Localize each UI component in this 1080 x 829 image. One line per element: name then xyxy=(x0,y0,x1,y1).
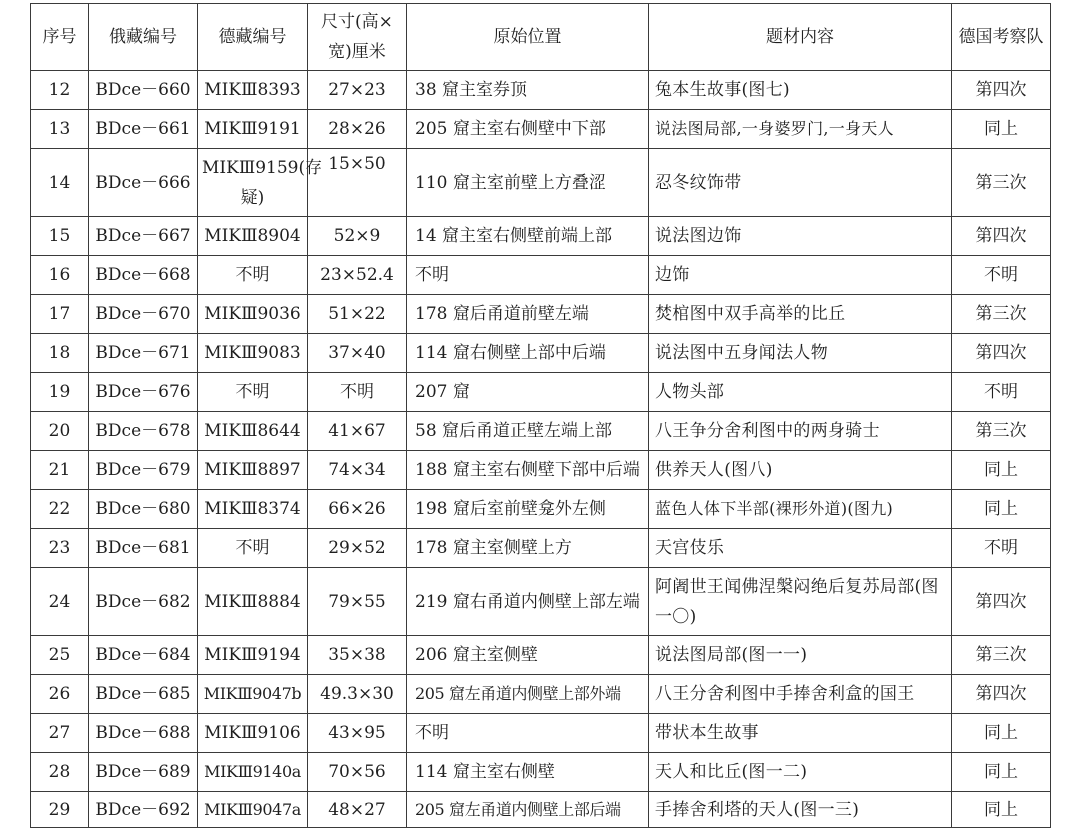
cell-index: 16 xyxy=(31,256,89,295)
cell-german-id: 不明 xyxy=(198,373,308,412)
cell-expedition: 同上 xyxy=(952,714,1051,753)
cell-index: 25 xyxy=(31,636,89,675)
cell-german-id: MIKⅢ9047b xyxy=(198,675,308,714)
cell-subject: 说法图边饰 xyxy=(649,217,952,256)
cell-subject: 八王分舍利图中手捧舍利盒的国王 xyxy=(649,675,952,714)
cell-size: 27×23 xyxy=(308,71,407,110)
cell-location: 58 窟后甬道正壁左端上部 xyxy=(407,412,649,451)
cell-subject: 忍冬纹饰带 xyxy=(649,149,952,217)
cell-subject: 说法图中五身闻法人物 xyxy=(649,334,952,373)
cell-index: 13 xyxy=(31,110,89,149)
cell-index: 29 xyxy=(31,792,89,828)
cell-index: 19 xyxy=(31,373,89,412)
cell-russian-id: BDce－685 xyxy=(89,675,198,714)
cell-subject: 蓝色人体下半部(裸形外道)(图九) xyxy=(649,490,952,529)
header-cell: 俄藏编号 xyxy=(89,4,198,71)
cell-russian-id: BDce－679 xyxy=(89,451,198,490)
cell-location: 114 窟右侧壁上部中后端 xyxy=(407,334,649,373)
cell-expedition: 同上 xyxy=(952,753,1051,792)
cell-german-id: MIKⅢ9159(存疑) xyxy=(198,149,308,217)
cell-russian-id: BDce－668 xyxy=(89,256,198,295)
header-cell: 原始位置 xyxy=(407,4,649,71)
cell-german-id: MIKⅢ8904 xyxy=(198,217,308,256)
header-cell: 德国考察队 xyxy=(952,4,1051,71)
cell-subject: 天人和比丘(图一二) xyxy=(649,753,952,792)
cell-expedition: 第三次 xyxy=(952,412,1051,451)
cell-russian-id: BDce－660 xyxy=(89,71,198,110)
cell-location: 219 窟右甬道内侧壁上部左端 xyxy=(407,568,649,636)
cell-german-id: 不明 xyxy=(198,529,308,568)
cell-location: 178 窟后甬道前壁左端 xyxy=(407,295,649,334)
cell-location: 207 窟 xyxy=(407,373,649,412)
header-row xyxy=(31,4,1051,71)
cell-size: 不明 xyxy=(308,373,407,412)
table-row xyxy=(31,295,1051,334)
cell-location: 205 窟左甬道内侧壁上部后端 xyxy=(407,792,649,828)
cell-expedition: 不明 xyxy=(952,529,1051,568)
cell-russian-id: BDce－680 xyxy=(89,490,198,529)
cell-expedition: 第四次 xyxy=(952,568,1051,636)
cell-size: 66×26 xyxy=(308,490,407,529)
cell-index: 21 xyxy=(31,451,89,490)
cell-index: 27 xyxy=(31,714,89,753)
cell-russian-id: BDce－666 xyxy=(89,149,198,217)
cell-location: 198 窟后室前壁龛外左侧 xyxy=(407,490,649,529)
cell-german-id: MIKⅢ9036 xyxy=(198,295,308,334)
cell-german-id: MIKⅢ8374 xyxy=(198,490,308,529)
cell-index: 22 xyxy=(31,490,89,529)
cell-subject: 带状本生故事 xyxy=(649,714,952,753)
table-row xyxy=(31,451,1051,490)
cell-index: 18 xyxy=(31,334,89,373)
cell-index: 20 xyxy=(31,412,89,451)
cell-russian-id: BDce－676 xyxy=(89,373,198,412)
cell-german-id: MIKⅢ8884 xyxy=(198,568,308,636)
cell-index: 26 xyxy=(31,675,89,714)
cell-german-id: MIKⅢ9083 xyxy=(198,334,308,373)
cell-expedition: 第三次 xyxy=(952,636,1051,675)
cell-expedition: 第四次 xyxy=(952,675,1051,714)
cell-location: 188 窟主室右侧壁下部中后端 xyxy=(407,451,649,490)
cell-index: 17 xyxy=(31,295,89,334)
cell-size: 49.3×30 xyxy=(308,675,407,714)
table-row xyxy=(31,568,1051,636)
table-row xyxy=(31,792,1051,828)
cell-german-id: MIKⅢ9194 xyxy=(198,636,308,675)
cell-size: 29×52 xyxy=(308,529,407,568)
cell-subject: 边饰 xyxy=(649,256,952,295)
cell-size: 23×52.4 xyxy=(308,256,407,295)
cell-location: 14 窟主室右侧壁前端上部 xyxy=(407,217,649,256)
cell-german-id: MIKⅢ9047a xyxy=(198,792,308,828)
cell-russian-id: BDce－681 xyxy=(89,529,198,568)
cell-index: 23 xyxy=(31,529,89,568)
data-table xyxy=(30,3,1051,828)
cell-german-id: MIKⅢ8897 xyxy=(198,451,308,490)
cell-expedition: 第三次 xyxy=(952,149,1051,217)
cell-size: 70×56 xyxy=(308,753,407,792)
table-row xyxy=(31,256,1051,295)
table-row xyxy=(31,334,1051,373)
cell-expedition: 不明 xyxy=(952,373,1051,412)
header-cell: 序号 xyxy=(31,4,89,71)
cell-russian-id: BDce－684 xyxy=(89,636,198,675)
cell-index: 12 xyxy=(31,71,89,110)
cell-german-id: 不明 xyxy=(198,256,308,295)
cell-russian-id: BDce－692 xyxy=(89,792,198,828)
cell-size: 15×50 xyxy=(308,149,407,217)
cell-size: 37×40 xyxy=(308,334,407,373)
header-cell: 题材内容 xyxy=(649,4,952,71)
cell-expedition: 第四次 xyxy=(952,334,1051,373)
cell-expedition: 不明 xyxy=(952,256,1051,295)
cell-expedition: 第四次 xyxy=(952,217,1051,256)
cell-size: 74×34 xyxy=(308,451,407,490)
cell-russian-id: BDce－688 xyxy=(89,714,198,753)
cell-expedition: 同上 xyxy=(952,110,1051,149)
cell-subject: 人物头部 xyxy=(649,373,952,412)
cell-german-id: MIKⅢ9140a xyxy=(198,753,308,792)
table-row xyxy=(31,675,1051,714)
cell-expedition: 同上 xyxy=(952,490,1051,529)
cell-expedition: 第三次 xyxy=(952,295,1051,334)
cell-russian-id: BDce－661 xyxy=(89,110,198,149)
cell-subject: 供养天人(图八) xyxy=(649,451,952,490)
cell-expedition: 同上 xyxy=(952,451,1051,490)
cell-german-id: MIKⅢ8393 xyxy=(198,71,308,110)
table-row xyxy=(31,529,1051,568)
cell-russian-id: BDce－671 xyxy=(89,334,198,373)
table-row xyxy=(31,373,1051,412)
cell-german-id: MIKⅢ9191 xyxy=(198,110,308,149)
cell-location: 不明 xyxy=(407,714,649,753)
cell-location: 38 窟主室券顶 xyxy=(407,71,649,110)
cell-location: 110 窟主室前壁上方叠涩 xyxy=(407,149,649,217)
cell-russian-id: BDce－670 xyxy=(89,295,198,334)
cell-size: 48×27 xyxy=(308,792,407,828)
cell-size: 41×67 xyxy=(308,412,407,451)
table-row xyxy=(31,217,1051,256)
cell-german-id: MIKⅢ9106 xyxy=(198,714,308,753)
cell-location: 不明 xyxy=(407,256,649,295)
table-row xyxy=(31,714,1051,753)
cell-subject: 兔本生故事(图七) xyxy=(649,71,952,110)
cell-size: 51×22 xyxy=(308,295,407,334)
cell-index: 28 xyxy=(31,753,89,792)
cell-subject: 阿阇世王闻佛涅槃闷绝后复苏局部(图一〇) xyxy=(649,568,952,636)
cell-index: 14 xyxy=(31,149,89,217)
cell-subject: 八王争分舍利图中的两身骑士 xyxy=(649,412,952,451)
cell-location: 178 窟主室侧壁上方 xyxy=(407,529,649,568)
table-row xyxy=(31,490,1051,529)
cell-russian-id: BDce－678 xyxy=(89,412,198,451)
cell-location: 205 窟主室右侧壁中下部 xyxy=(407,110,649,149)
table-row xyxy=(31,110,1051,149)
table-row xyxy=(31,753,1051,792)
table-row xyxy=(31,71,1051,110)
header-cell: 尺寸(高×宽)厘米 xyxy=(308,4,407,71)
cell-russian-id: BDce－689 xyxy=(89,753,198,792)
cell-index: 24 xyxy=(31,568,89,636)
cell-russian-id: BDce－667 xyxy=(89,217,198,256)
cell-index: 15 xyxy=(31,217,89,256)
cell-subject: 手捧舍利塔的天人(图一三) xyxy=(649,792,952,828)
table-row xyxy=(31,412,1051,451)
cell-location: 205 窟左甬道内侧壁上部外端 xyxy=(407,675,649,714)
cell-size: 43×95 xyxy=(308,714,407,753)
cell-location: 206 窟主室侧壁 xyxy=(407,636,649,675)
cell-size: 35×38 xyxy=(308,636,407,675)
header-cell: 德藏编号 xyxy=(198,4,308,71)
cell-subject: 焚棺图中双手高举的比丘 xyxy=(649,295,952,334)
cell-russian-id: BDce－682 xyxy=(89,568,198,636)
table-row xyxy=(31,149,1051,217)
cell-size: 52×9 xyxy=(308,217,407,256)
cell-subject: 天宫伎乐 xyxy=(649,529,952,568)
table-row xyxy=(31,636,1051,675)
cell-subject: 说法图局部,一身婆罗门,一身天人 xyxy=(649,110,952,149)
cell-german-id: MIKⅢ8644 xyxy=(198,412,308,451)
cell-expedition: 同上 xyxy=(952,792,1051,828)
cell-subject: 说法图局部(图一一) xyxy=(649,636,952,675)
cell-size: 28×26 xyxy=(308,110,407,149)
cell-location: 114 窟主室右侧壁 xyxy=(407,753,649,792)
cell-expedition: 第四次 xyxy=(952,71,1051,110)
cell-size: 79×55 xyxy=(308,568,407,636)
